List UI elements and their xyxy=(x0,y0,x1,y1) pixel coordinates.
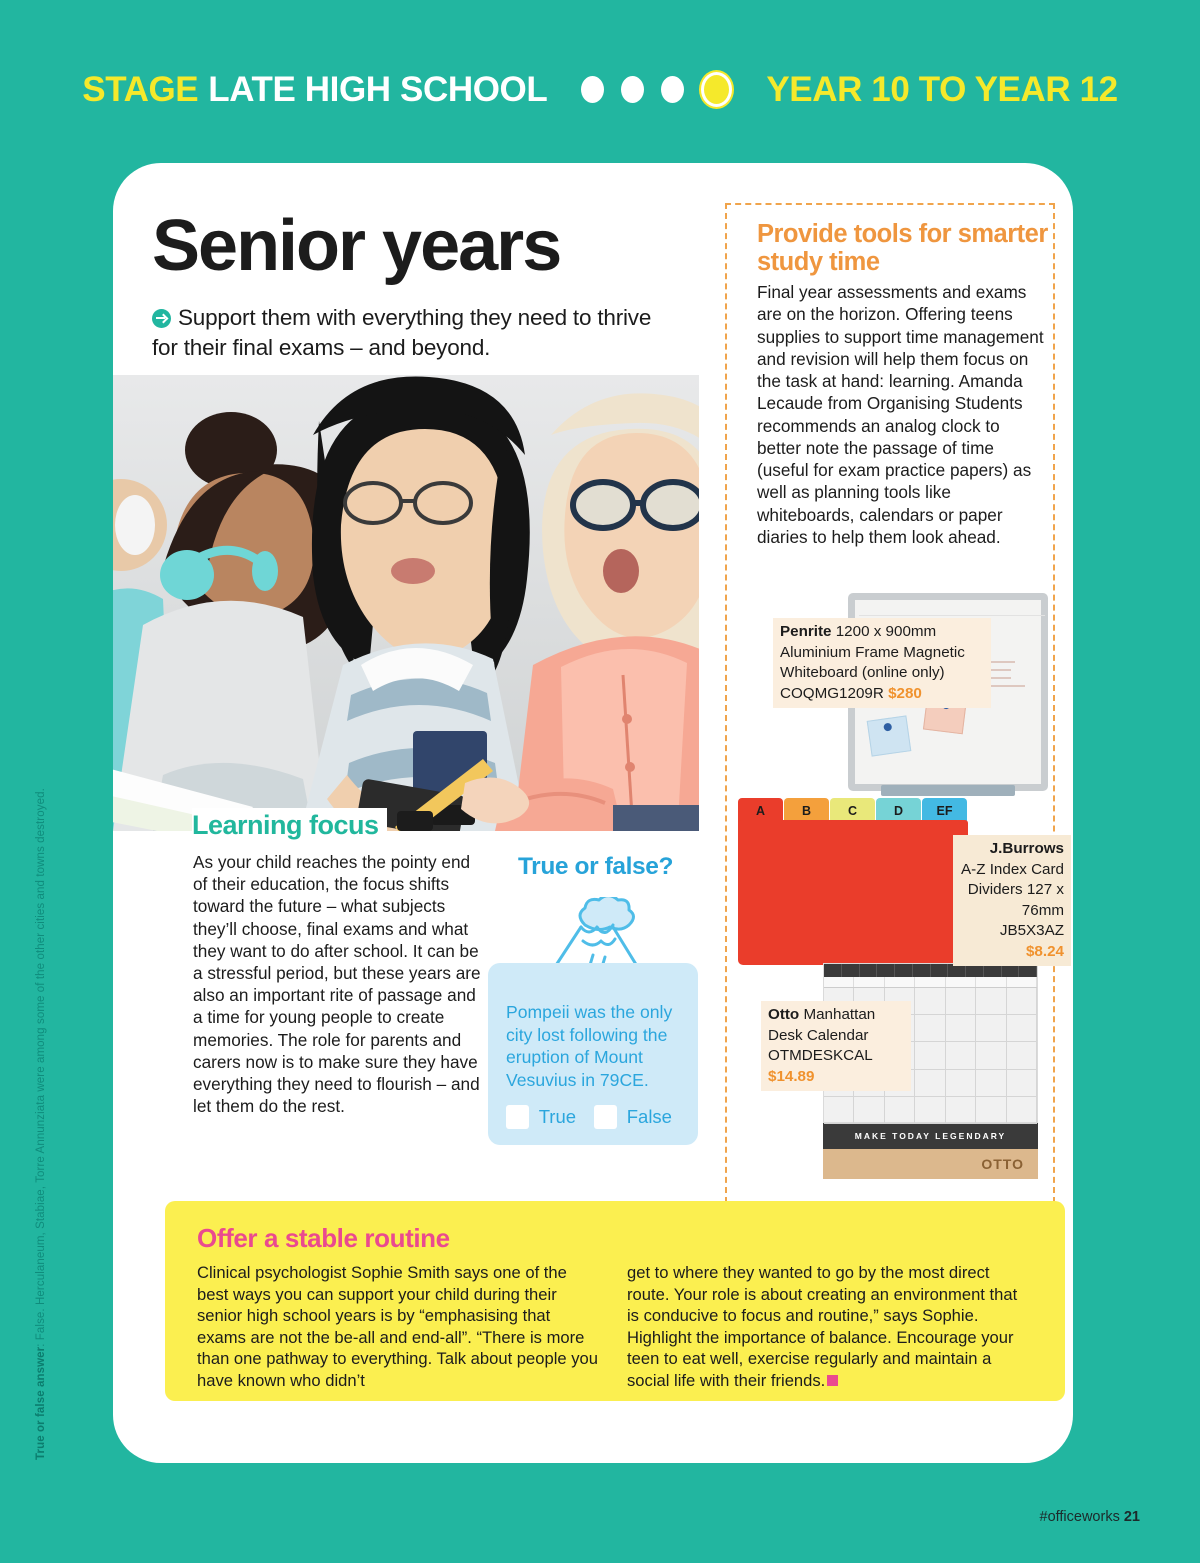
page-subtitle xyxy=(152,303,682,362)
calendar-brand-otto: OTTO xyxy=(981,1156,1024,1172)
page-title: Senior years xyxy=(152,206,561,286)
calendar-sku: OTMDESKCAL xyxy=(768,1047,873,1065)
dividers-sku: JB5X3AZ xyxy=(999,922,1064,940)
calendar-footer-slogan: MAKE TODAY LEGENDARY xyxy=(823,1123,1038,1149)
end-of-article-mark xyxy=(827,1375,838,1386)
true-checkbox[interactable] xyxy=(506,1105,529,1129)
routine-box-title: Offer a stable routine xyxy=(197,1223,450,1253)
whiteboard-price: $280 xyxy=(888,684,922,702)
true-or-false-section xyxy=(488,853,703,1128)
routine-box-columns xyxy=(197,1262,1035,1391)
caption-prefix: True or false answer xyxy=(35,1346,47,1460)
true-or-false-statement: Pompeii was the only city lost following the eruption of Mount Vesuvius in 79CE. xyxy=(506,1002,673,1090)
tools-panel-body: Final year assessments and exams are on the horizon. Offering teens supplies to support time management and revision will help them focus on the task at hand: learning. Amanda Lecaude from Organising Students recommends an analog clock to better note the passage of time (useful for exam practice papers) as well as planning tools like whiteboards, calendars or paper diaries to help them look ahead. xyxy=(757,282,1044,547)
routine-box xyxy=(165,1201,1065,1401)
divider-tab-a: A xyxy=(738,798,783,824)
true-or-false-title: True or false? xyxy=(517,853,674,880)
stage-dot-3 xyxy=(661,76,684,103)
subtitle-text: Support them with everything they need to thrive for their final exams – and beyond. xyxy=(152,305,652,360)
caption-text: : False. Herculaneum, Stabiae, Torre Annunziata were among some of the other cities and towns destroyed. xyxy=(35,788,47,1347)
true-or-false-box xyxy=(488,963,698,1145)
stage-dot-1 xyxy=(581,76,604,103)
whiteboard-marker-tray xyxy=(881,785,1015,796)
true-label: True xyxy=(538,1106,577,1128)
true-or-false-options xyxy=(506,1105,680,1129)
whiteboard-name: 1200 x 900mm Aluminium Frame Magnetic Whiteboard (online only) xyxy=(780,623,965,682)
footer-page-number: 21 xyxy=(1123,1509,1140,1525)
routine-column-right-text: get to where they wanted to go by the most direct route. Your role is about creating an environment that is conducive to focus and routine,” says Sophie. Highlight the importance of balance. Encourage your teen to eat well, exercise regularly and maintain a social life with their friends. xyxy=(627,1263,1018,1390)
arrow-right-circle-icon xyxy=(152,309,171,328)
false-checkbox[interactable] xyxy=(594,1105,617,1129)
whiteboard-sku: COQMG1209R xyxy=(780,684,884,702)
routine-column-left: Clinical psychologist Sophie Smith says one of the best ways you can support your child during their senior high school years is by “emphasising that exams are not the be-all and end-all”. “There is more than one pathway to everything. Talk about people you have known who didn’t xyxy=(197,1263,598,1390)
hero-photo xyxy=(113,375,699,831)
product-whiteboard-label xyxy=(773,618,991,708)
routine-column-right xyxy=(627,1262,1031,1391)
dividers-brand: J.Burrows xyxy=(989,840,1064,857)
footer-hashtag: #officeworks xyxy=(1039,1509,1120,1525)
product-dividers-label xyxy=(953,835,1071,966)
stage-dot-4-active xyxy=(701,72,732,107)
divider-tab-c: C xyxy=(830,798,875,824)
dividers-name: A-Z Index Card Dividers 127 x 76mm xyxy=(961,860,1064,919)
stage-dot-2 xyxy=(621,76,644,103)
true-false-answer-caption xyxy=(30,660,52,1460)
banner-stage-label: STAGE xyxy=(82,69,199,109)
divider-tab-b: B xyxy=(784,798,829,824)
false-label: False xyxy=(626,1106,672,1128)
calendar-price: $14.89 xyxy=(768,1067,815,1085)
content-card xyxy=(113,163,1073,1463)
banner-stage-value: LATE HIGH SCHOOL xyxy=(208,69,548,109)
calendar-brand: Otto xyxy=(768,1006,800,1023)
dividers-price: $8.24 xyxy=(1025,942,1064,960)
banner-year-range: YEAR 10 TO YEAR 12 xyxy=(766,69,1118,109)
learning-focus-title: Learning focus xyxy=(192,808,387,843)
stage-banner xyxy=(0,58,1200,120)
calendar-wooden-base xyxy=(823,1149,1038,1179)
divider-tab-ef: EF xyxy=(922,798,967,824)
hero-photo-illustration xyxy=(113,375,699,831)
page-footer xyxy=(1040,1509,1141,1525)
stage-progress-dots xyxy=(581,72,732,107)
product-calendar-label xyxy=(761,1001,911,1091)
product-dividers-image xyxy=(738,798,968,965)
divider-tab-d: D xyxy=(876,798,921,824)
whiteboard-brand: Penrite xyxy=(780,623,832,640)
tools-panel-title: Provide tools for smarter study time xyxy=(757,220,1048,276)
learning-focus-section xyxy=(193,808,483,1117)
learning-focus-body: As your child reaches the pointy end of their education, the focus shifts toward the future – what subjects they’ll choose, final exams and what they want to do after school. It can be a stressful period, but these years are also an important rite of passage and a time for young people to create memories. The role for parents and carers now is to make sure they have everything they need to flourish – and let them do the rest. xyxy=(193,852,481,1117)
calendar-name: Manhattan Desk Calendar xyxy=(768,1006,876,1044)
calendar-weekday-row xyxy=(824,977,1037,988)
